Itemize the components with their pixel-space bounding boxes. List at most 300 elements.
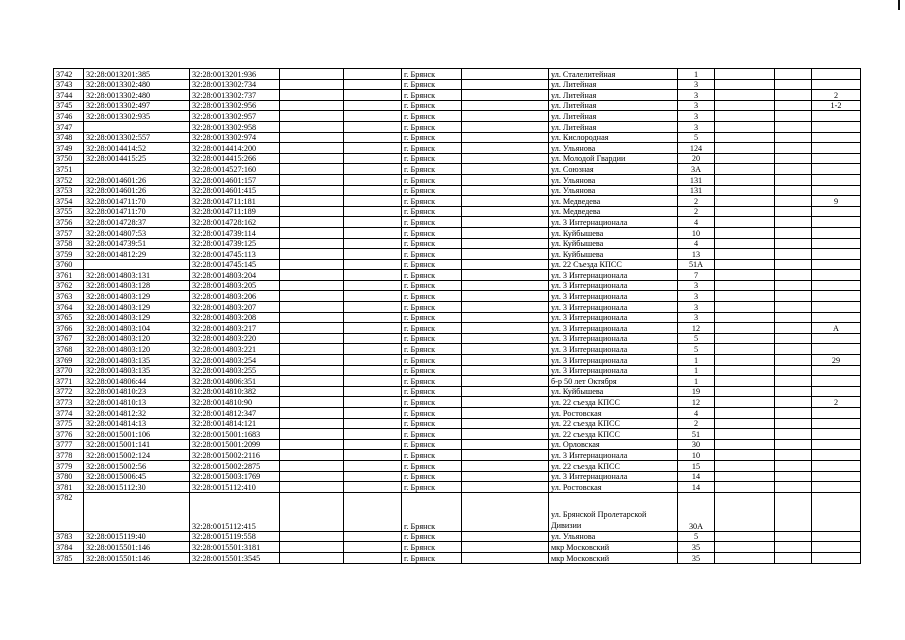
apartment-cell <box>812 460 861 471</box>
table-row <box>54 249 861 260</box>
row-number: 3759 <box>54 249 84 260</box>
land-cadastral-number: 32:28:0014601:26 <box>84 174 190 185</box>
land-cadastral-number: 32:28:0014814:13 <box>84 418 190 429</box>
blank-cell <box>344 439 402 450</box>
row-number: 3771 <box>54 376 84 387</box>
street-cell: ул. Литейная <box>549 121 678 132</box>
blank-cell <box>462 196 549 207</box>
building-cadastral-number: 32:28:0014806:351 <box>190 376 280 387</box>
land-cadastral-number <box>84 121 190 132</box>
blank-cell <box>344 471 402 482</box>
blank-cell <box>344 206 402 217</box>
blank-cell <box>344 143 402 154</box>
row-number: 3779 <box>54 460 84 471</box>
building-cadastral-number: 32:28:0014803:221 <box>190 344 280 355</box>
land-cadastral-number: 32:28:0013302:497 <box>84 100 190 111</box>
land-cadastral-number: 32:28:0014803:120 <box>84 333 190 344</box>
table-row <box>54 542 861 553</box>
city-cell: г. Брянск <box>402 227 462 238</box>
building-cadastral-number: 32:28:0014803:220 <box>190 333 280 344</box>
land-cadastral-number: 32:28:0014803:104 <box>84 323 190 334</box>
blank-cell <box>462 100 549 111</box>
house-number-cell: 1 <box>678 355 715 366</box>
street-cell: ул. Медведева <box>549 196 678 207</box>
land-cadastral-number: 32:28:0014803:120 <box>84 344 190 355</box>
house-number-cell: 7 <box>678 270 715 281</box>
blank-cell <box>280 460 344 471</box>
blank-cell <box>280 185 344 196</box>
building-cadastral-number: 32:28:0015002:2875 <box>190 460 280 471</box>
land-cadastral-number: 32:28:0015006:45 <box>84 471 190 482</box>
land-cadastral-number: 32:28:0014728:37 <box>84 217 190 228</box>
blank-cell <box>775 492 812 531</box>
blank-cell <box>344 355 402 366</box>
blank-cell <box>344 365 402 376</box>
row-number: 3742 <box>54 69 84 80</box>
blank-cell <box>280 100 344 111</box>
blank-cell <box>344 429 402 440</box>
city-cell: г. Брянск <box>402 302 462 313</box>
blank-cell <box>344 100 402 111</box>
building-cadastral-number: 32:28:0013302:956 <box>190 100 280 111</box>
blank-cell <box>280 386 344 397</box>
blank-cell <box>462 79 549 90</box>
blank-cell <box>280 249 344 260</box>
house-number-cell: 3 <box>678 312 715 323</box>
row-number: 3773 <box>54 397 84 408</box>
blank-cell <box>715 143 775 154</box>
table-row <box>54 227 861 238</box>
land-cadastral-number: 32:28:0014414:52 <box>84 143 190 154</box>
blank-cell <box>775 90 812 101</box>
house-number-cell: 15 <box>678 460 715 471</box>
blank-cell <box>715 185 775 196</box>
blank-cell <box>715 418 775 429</box>
house-number-cell: 1 <box>678 376 715 387</box>
table-row <box>54 376 861 387</box>
blank-cell <box>280 323 344 334</box>
city-cell: г. Брянск <box>402 79 462 90</box>
blank-cell <box>775 552 812 563</box>
blank-cell <box>344 217 402 228</box>
apartment-cell <box>812 174 861 185</box>
city-cell: г. Брянск <box>402 552 462 563</box>
blank-cell <box>715 450 775 461</box>
blank-cell <box>715 552 775 563</box>
street-cell: б-р 50 лет Октября <box>549 376 678 387</box>
house-number-cell: 19 <box>678 386 715 397</box>
apartment-cell <box>812 153 861 164</box>
building-cadastral-number: 32:28:0015112:415 <box>190 492 280 531</box>
city-cell: г. Брянск <box>402 174 462 185</box>
row-number: 3770 <box>54 365 84 376</box>
blank-cell <box>715 69 775 80</box>
apartment-cell <box>812 471 861 482</box>
street-cell: ул. Ульянова <box>549 185 678 196</box>
row-number: 3744 <box>54 90 84 101</box>
table-row <box>54 408 861 419</box>
city-cell: г. Брянск <box>402 291 462 302</box>
land-cadastral-number: 32:28:0013302:480 <box>84 79 190 90</box>
land-cadastral-number: 32:28:0013302:557 <box>84 132 190 143</box>
blank-cell <box>280 206 344 217</box>
blank-cell <box>280 439 344 450</box>
building-cadastral-number: 32:28:0014711:181 <box>190 196 280 207</box>
blank-cell <box>462 206 549 217</box>
blank-cell <box>775 429 812 440</box>
house-number-cell: 4 <box>678 217 715 228</box>
blank-cell <box>775 471 812 482</box>
row-number: 3743 <box>54 79 84 90</box>
city-cell: г. Брянск <box>402 333 462 344</box>
blank-cell <box>280 429 344 440</box>
row-number: 3756 <box>54 217 84 228</box>
row-number: 3780 <box>54 471 84 482</box>
house-number-cell: 5 <box>678 132 715 143</box>
city-cell: г. Брянск <box>402 344 462 355</box>
building-cadastral-number: 32:28:0014803:217 <box>190 323 280 334</box>
blank-cell <box>715 429 775 440</box>
building-cadastral-number: 32:28:0014803:208 <box>190 312 280 323</box>
blank-cell <box>462 121 549 132</box>
blank-cell <box>462 552 549 563</box>
blank-cell <box>344 408 402 419</box>
land-cadastral-number: 32:28:0014711:70 <box>84 196 190 207</box>
building-cadastral-number: 32:28:0014803:255 <box>190 365 280 376</box>
row-number: 3763 <box>54 291 84 302</box>
blank-cell <box>462 90 549 101</box>
blank-cell <box>462 344 549 355</box>
table-row <box>54 439 861 450</box>
apartment-cell <box>812 482 861 493</box>
blank-cell <box>462 460 549 471</box>
city-cell: г. Брянск <box>402 492 462 531</box>
house-number-cell: 51А <box>678 259 715 270</box>
blank-cell <box>344 418 402 429</box>
apartment-cell <box>812 291 861 302</box>
building-cadastral-number: 32:28:0013302:957 <box>190 111 280 122</box>
building-cadastral-number: 32:28:0014527:160 <box>190 164 280 175</box>
table-row <box>54 270 861 281</box>
blank-cell <box>280 471 344 482</box>
blank-cell <box>775 344 812 355</box>
blank-cell <box>462 365 549 376</box>
land-cadastral-number: 32:28:0014803:129 <box>84 291 190 302</box>
house-number-cell: 131 <box>678 185 715 196</box>
house-number-cell: 3 <box>678 111 715 122</box>
building-cadastral-number: 32:28:0014812:347 <box>190 408 280 419</box>
apartment-cell <box>812 418 861 429</box>
blank-cell <box>280 121 344 132</box>
blank-cell <box>775 143 812 154</box>
land-cadastral-number: 32:28:0015501:146 <box>84 552 190 563</box>
city-cell: г. Брянск <box>402 460 462 471</box>
blank-cell <box>775 121 812 132</box>
apartment-cell <box>812 206 861 217</box>
blank-cell <box>715 397 775 408</box>
apartment-cell: 2 <box>812 90 861 101</box>
blank-cell <box>775 69 812 80</box>
row-number: 3760 <box>54 259 84 270</box>
blank-cell <box>344 227 402 238</box>
apartment-cell: А <box>812 323 861 334</box>
blank-cell <box>715 132 775 143</box>
building-cadastral-number: 32:28:0014803:204 <box>190 270 280 281</box>
row-number: 3761 <box>54 270 84 281</box>
street-cell: ул. Литейная <box>549 79 678 90</box>
blank-cell <box>715 238 775 249</box>
street-cell: ул. 22 съезда КПСС <box>549 429 678 440</box>
blank-cell <box>462 312 549 323</box>
blank-cell <box>775 355 812 366</box>
table-row <box>54 238 861 249</box>
apartment-cell <box>812 69 861 80</box>
blank-cell <box>775 302 812 313</box>
house-number-cell: 3 <box>678 79 715 90</box>
land-cadastral-number <box>84 164 190 175</box>
table-row <box>54 69 861 80</box>
building-cadastral-number: 32:28:0014711:189 <box>190 206 280 217</box>
row-number: 3782 <box>54 492 84 531</box>
blank-cell <box>344 121 402 132</box>
city-cell: г. Брянск <box>402 69 462 80</box>
city-cell: г. Брянск <box>402 249 462 260</box>
blank-cell <box>715 471 775 482</box>
blank-cell <box>775 259 812 270</box>
city-cell: г. Брянск <box>402 153 462 164</box>
blank-cell <box>715 460 775 471</box>
row-number: 3757 <box>54 227 84 238</box>
street-cell: ул. 3 Интернационала <box>549 323 678 334</box>
blank-cell <box>280 552 344 563</box>
house-number-cell: 1 <box>678 69 715 80</box>
street-cell: ул. 3 Интернационала <box>549 302 678 313</box>
row-number: 3784 <box>54 542 84 553</box>
blank-cell <box>775 185 812 196</box>
blank-cell <box>462 408 549 419</box>
blank-cell <box>462 418 549 429</box>
blank-cell <box>775 249 812 260</box>
land-cadastral-number: 32:28:0014810:13 <box>84 397 190 408</box>
land-cadastral-number: 32:28:0015001:106 <box>84 429 190 440</box>
city-cell: г. Брянск <box>402 280 462 291</box>
blank-cell <box>715 355 775 366</box>
house-number-cell: 1 <box>678 365 715 376</box>
apartment-cell <box>812 217 861 228</box>
street-cell: ул. Орловская <box>549 439 678 450</box>
apartment-cell: 29 <box>812 355 861 366</box>
blank-cell <box>344 111 402 122</box>
city-cell: г. Брянск <box>402 238 462 249</box>
blank-cell <box>775 79 812 90</box>
blank-cell <box>280 397 344 408</box>
blank-cell <box>715 280 775 291</box>
blank-cell <box>462 429 549 440</box>
blank-cell <box>344 249 402 260</box>
building-cadastral-number: 32:28:0013302:737 <box>190 90 280 101</box>
row-number: 3774 <box>54 408 84 419</box>
city-cell: г. Брянск <box>402 185 462 196</box>
apartment-cell <box>812 270 861 281</box>
city-cell: г. Брянск <box>402 397 462 408</box>
blank-cell <box>344 460 402 471</box>
table-row <box>54 185 861 196</box>
street-cell: ул. 3 Интернационала <box>549 450 678 461</box>
table-row <box>54 355 861 366</box>
blank-cell <box>775 132 812 143</box>
house-number-cell: 2 <box>678 418 715 429</box>
blank-cell <box>462 323 549 334</box>
blank-cell <box>715 408 775 419</box>
blank-cell <box>344 542 402 553</box>
blank-cell <box>775 397 812 408</box>
house-number-cell: 3А <box>678 164 715 175</box>
blank-cell <box>462 333 549 344</box>
blank-cell <box>344 196 402 207</box>
blank-cell <box>715 376 775 387</box>
house-number-cell: 20 <box>678 153 715 164</box>
city-cell: г. Брянск <box>402 132 462 143</box>
blank-cell <box>344 376 402 387</box>
blank-cell <box>462 185 549 196</box>
blank-cell <box>715 259 775 270</box>
building-cadastral-number: 32:28:0015001:2099 <box>190 439 280 450</box>
land-cadastral-number: 32:28:0015002:56 <box>84 460 190 471</box>
blank-cell <box>775 291 812 302</box>
blank-cell <box>344 312 402 323</box>
table-row <box>54 280 861 291</box>
house-number-cell: 12 <box>678 397 715 408</box>
house-number-cell: 3 <box>678 100 715 111</box>
blank-cell <box>462 386 549 397</box>
row-number: 3749 <box>54 143 84 154</box>
apartment-cell <box>812 429 861 440</box>
city-cell: г. Брянск <box>402 100 462 111</box>
blank-cell <box>715 333 775 344</box>
apartment-cell <box>812 185 861 196</box>
blank-cell <box>462 143 549 154</box>
blank-cell <box>344 482 402 493</box>
land-cadastral-number: 32:28:0013302:935 <box>84 111 190 122</box>
blank-cell <box>280 143 344 154</box>
street-cell: ул. Молодой Гвардии <box>549 153 678 164</box>
table-row <box>54 386 861 397</box>
blank-cell <box>462 259 549 270</box>
street-cell: ул. Литейная <box>549 100 678 111</box>
blank-cell <box>462 376 549 387</box>
land-cadastral-number: 32:28:0013302:480 <box>84 90 190 101</box>
table-row <box>54 552 861 563</box>
blank-cell <box>775 174 812 185</box>
row-number: 3775 <box>54 418 84 429</box>
blank-cell <box>715 542 775 553</box>
blank-cell <box>775 365 812 376</box>
blank-cell <box>775 238 812 249</box>
house-number-cell: 124 <box>678 143 715 154</box>
row-number: 3754 <box>54 196 84 207</box>
blank-cell <box>462 227 549 238</box>
blank-cell <box>462 280 549 291</box>
house-number-cell: 2 <box>678 206 715 217</box>
table-row <box>54 291 861 302</box>
street-cell: мкр Московский <box>549 552 678 563</box>
house-number-cell: 3 <box>678 121 715 132</box>
blank-cell <box>280 270 344 281</box>
table-row <box>54 164 861 175</box>
blank-cell <box>280 69 344 80</box>
street-cell: ул. Литейная <box>549 111 678 122</box>
blank-cell <box>775 153 812 164</box>
blank-cell <box>775 206 812 217</box>
street-cell: ул. 3 Интернационала <box>549 270 678 281</box>
apartment-cell <box>812 542 861 553</box>
city-cell: г. Брянск <box>402 408 462 419</box>
street-cell: ул. 3 Интернационала <box>549 344 678 355</box>
row-number: 3772 <box>54 386 84 397</box>
land-cadastral-number: 32:28:0014803:135 <box>84 355 190 366</box>
blank-cell <box>715 302 775 313</box>
blank-cell <box>280 90 344 101</box>
house-number-cell: 13 <box>678 249 715 260</box>
blank-cell <box>715 79 775 90</box>
house-number-cell: 3 <box>678 302 715 313</box>
blank-cell <box>715 174 775 185</box>
blank-cell <box>715 196 775 207</box>
street-cell: ул. 3 Интернационала <box>549 471 678 482</box>
apartment-cell <box>812 552 861 563</box>
building-cadastral-number: 32:28:0015501:3181 <box>190 542 280 553</box>
building-cadastral-number: 32:28:0014810:90 <box>190 397 280 408</box>
row-number: 3755 <box>54 206 84 217</box>
apartment-cell <box>812 132 861 143</box>
blank-cell <box>462 132 549 143</box>
blank-cell <box>344 492 402 531</box>
blank-cell <box>715 90 775 101</box>
street-cell: ул. Куйбышева <box>549 227 678 238</box>
blank-cell <box>775 376 812 387</box>
blank-cell <box>462 69 549 80</box>
blank-cell <box>775 450 812 461</box>
house-number-cell: 10 <box>678 227 715 238</box>
land-cadastral-number <box>84 259 190 270</box>
table-row <box>54 153 861 164</box>
table-row <box>54 450 861 461</box>
row-number: 3785 <box>54 552 84 563</box>
blank-cell <box>280 291 344 302</box>
street-cell: ул. 3 Интернационала <box>549 365 678 376</box>
blank-cell <box>462 482 549 493</box>
blank-cell <box>462 153 549 164</box>
apartment-cell <box>812 111 861 122</box>
blank-cell <box>462 217 549 228</box>
apartment-cell <box>812 439 861 450</box>
blank-cell <box>775 460 812 471</box>
house-number-cell: 3 <box>678 291 715 302</box>
blank-cell <box>462 450 549 461</box>
page-edge-mark <box>898 0 900 10</box>
city-cell: г. Брянск <box>402 418 462 429</box>
apartment-cell <box>812 344 861 355</box>
table-row <box>54 196 861 207</box>
blank-cell <box>280 227 344 238</box>
blank-cell <box>462 531 549 542</box>
blank-cell <box>715 227 775 238</box>
building-cadastral-number: 32:28:0014739:114 <box>190 227 280 238</box>
city-cell: г. Брянск <box>402 143 462 154</box>
blank-cell <box>462 238 549 249</box>
blank-cell <box>344 174 402 185</box>
apartment-cell <box>812 376 861 387</box>
